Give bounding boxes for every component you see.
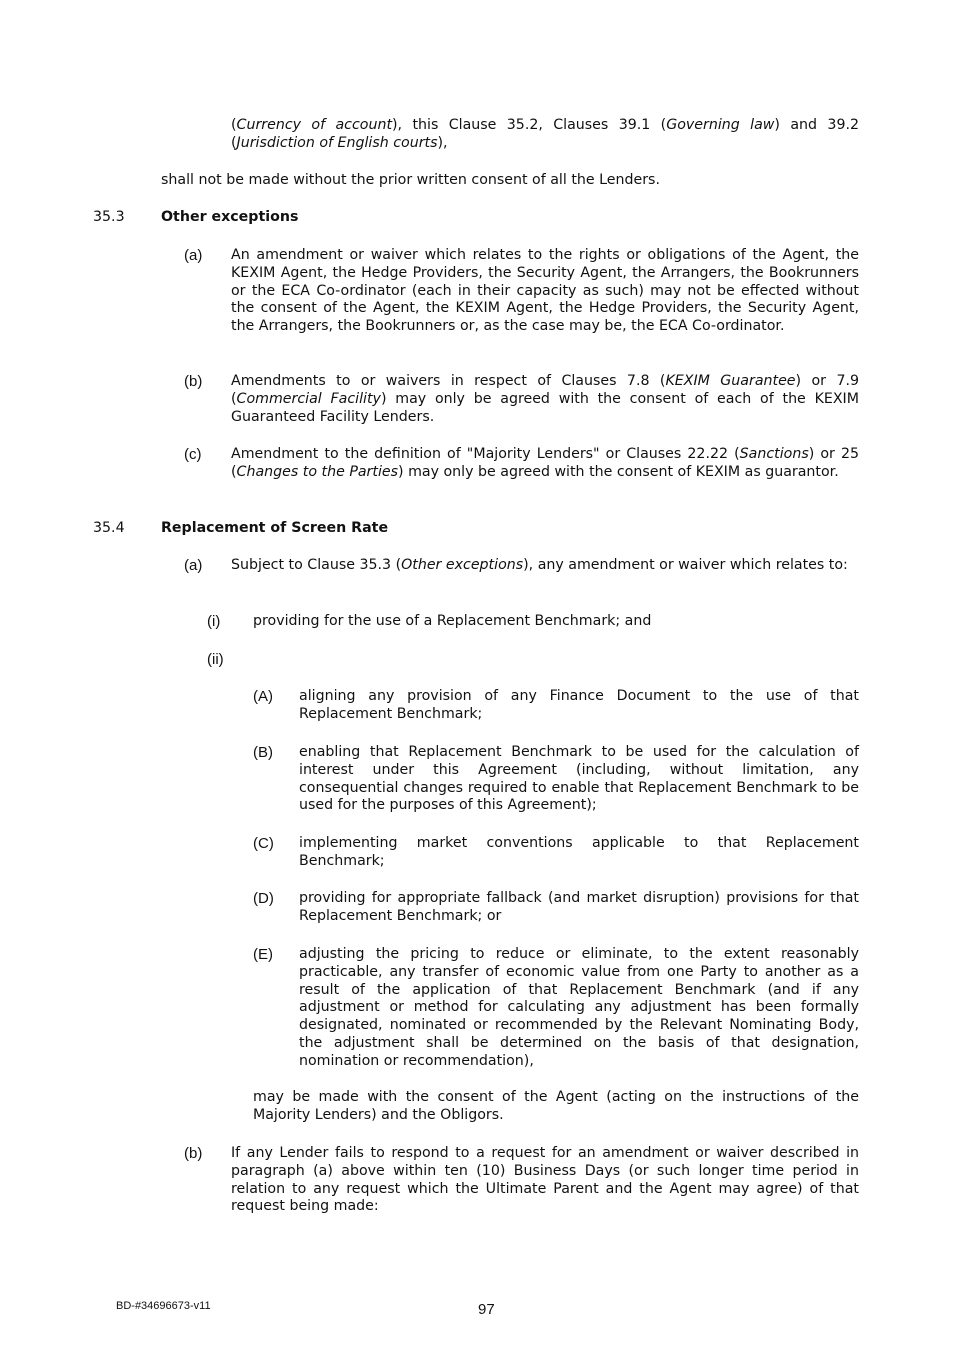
item-ii-label: (ii) <box>207 651 224 668</box>
item-c-text: Amendment to the definition of "Majority Lenders" or Clauses 22.22 (Sanctions) or 25 (Changes to the Parties) may only be agreed with the consent of KEXIM as guarantor. <box>231 446 860 480</box>
item-b-text: Amendments to or waivers in respect of Clauses 7.8 (KEXIM Guarantee) or 7.9 (Commercial Facility) may only be agreed with the consent of each of the KEXIM Guaranteed Facility Lenders. <box>231 373 860 425</box>
item-A-label: (A) <box>253 688 273 705</box>
page-number: 97 <box>478 1301 495 1318</box>
item-35-4-b-label: (b) <box>184 1145 203 1162</box>
item-A-text: aligning any provision of any Finance Document to the use of that Replacement Benchmark; <box>299 688 859 722</box>
continuation-paragraph: (Currency of account), this Clause 35.2, Clauses 39.1 (Governing law) and 39.2 (Jurisdiction of English courts), <box>231 117 860 151</box>
item-i-text: providing for the use of a Replacement Benchmark; and <box>253 613 652 629</box>
item-a-label: (a) <box>184 247 203 264</box>
clause-35-3-number: 35.3 <box>93 209 125 225</box>
item-b-label: (b) <box>184 373 203 390</box>
consent-line: shall not be made without the prior written consent of all the Lenders. <box>161 172 660 188</box>
item-D-text: providing for appropriate fallback (and market disruption) provisions for that Replacement Benchmark; or <box>299 890 859 924</box>
document-reference: BD-#34696673-v11 <box>116 1300 211 1312</box>
clause-35-3-heading: Other exceptions <box>161 209 299 225</box>
clause-35-4-heading: Replacement of Screen Rate <box>161 520 389 536</box>
clause-35-4-number: 35.4 <box>93 520 125 536</box>
item-B-text: enabling that Replacement Benchmark to be used for the calculation of interest under this Agreement (including, without limitation, any consequential changes required to enable that Replacement Benchmark to be used for the purposes of this Agreement); <box>299 744 859 814</box>
item-i-label: (i) <box>207 613 221 630</box>
item-C-text: implementing market conventions applicable to that Replacement Benchmark; <box>299 835 859 869</box>
item-35-4-a-text: Subject to Clause 35.3 (Other exceptions), any amendment or waiver which relates to: <box>231 557 848 573</box>
item-E-label: (E) <box>253 946 273 963</box>
item-C-label: (C) <box>253 835 274 852</box>
item-a-text: An amendment or waiver which relates to the rights or obligations of the Agent, the KEXIM Agent, the Hedge Providers, the Security Agent, the Arrangers, the Bookrunners or the ECA Co-ordinator (each in their capacity as such) may not be effected without the consent of the Agent, the KEXIM Agent, the Hedge Providers, the Security Agent, the Arrangers, the Bookrunners or, as the case may be, the ECA Co-ordinator. <box>231 247 859 335</box>
replacement-consent-text: may be made with the consent of the Agent (acting on the instructions of the Majority Lenders) and the Obligors. <box>253 1089 859 1123</box>
item-35-4-b-text: If any Lender fails to respond to a request for an amendment or waiver described in paragraph (a) above within ten (10) Business Days (or such longer time period in relation to any request which the Ultimate Parent and the Agent may agree) of that request being made: <box>231 1145 859 1215</box>
item-B-label: (B) <box>253 744 273 761</box>
item-E-text: adjusting the pricing to reduce or eliminate, to the extent reasonably practicable, any transfer of economic value from one Party to another as a result of the application of that Replacement Benchmark (and if any adjustment or method for calculating any adjustment has been formally designated, nominated or recommended by the Relevant Nominating Body, the adjustment shall be determined on the basis of that designation, nomination or recommendation), <box>299 946 859 1069</box>
item-c-label: (c) <box>184 446 202 463</box>
item-D-label: (D) <box>253 890 274 907</box>
item-35-4-a-label: (a) <box>184 557 203 574</box>
